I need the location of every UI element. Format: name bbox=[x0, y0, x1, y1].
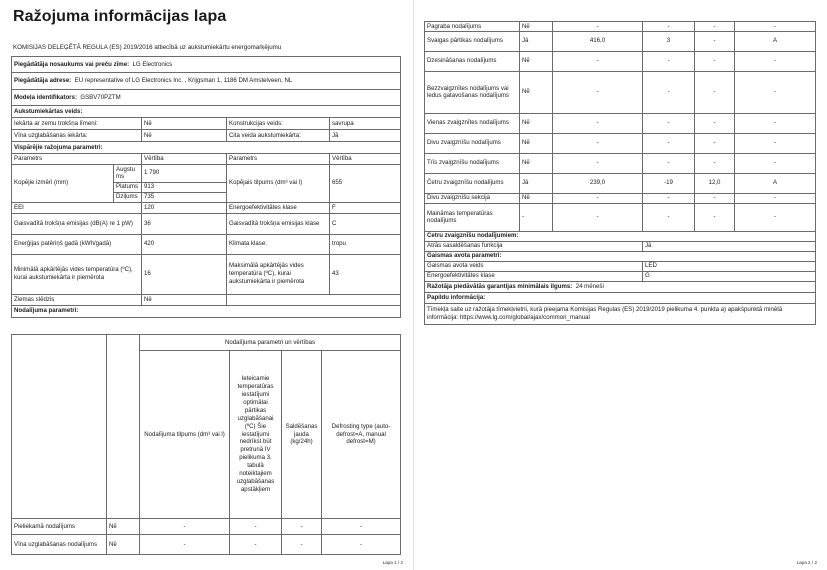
compartment-defrost: - bbox=[735, 203, 816, 231]
compartment-present: Nē bbox=[107, 535, 140, 555]
compartment-type: Vienas zvaigznītes nodalījums bbox=[425, 113, 520, 133]
compartment-present: Jā bbox=[520, 173, 553, 193]
compartment-temp: - bbox=[643, 51, 695, 71]
compartment-temp: 3 bbox=[643, 31, 695, 51]
table-row bbox=[425, 113, 816, 133]
compartment-present: Jā bbox=[520, 31, 553, 51]
compartment-present: - bbox=[520, 203, 553, 231]
min-temp-label: Minimālā apkārtējās vides temperatūra (ºC), kurai aukstumiekārta ir piemērota bbox=[12, 254, 142, 294]
additional-info-header: Papildu informācija: bbox=[425, 292, 816, 303]
col-value-2: Vērtība bbox=[330, 154, 401, 165]
compartment-defrost: - bbox=[735, 113, 816, 133]
supplier-name-label: Piegādātāja nosaukums vai preču zīme: bbox=[14, 60, 130, 68]
compartment-defrost: - bbox=[735, 153, 816, 173]
compartment-temp: - bbox=[230, 519, 282, 535]
compartment-type: Svaigas pārtikas nodalījums bbox=[425, 31, 520, 51]
construction-label: Konstrukcijas veids: bbox=[227, 118, 330, 130]
compartment-temp: - bbox=[643, 22, 695, 32]
light-class-label: Energoefektivitātes klase bbox=[425, 271, 643, 281]
table-row bbox=[425, 22, 816, 32]
compartment-present: Nē bbox=[520, 51, 553, 71]
compartment-type: Maināmas temperatūras nodalījums bbox=[425, 203, 520, 231]
compartment-freezing: - bbox=[695, 153, 735, 173]
compartment-temp: - bbox=[643, 113, 695, 133]
compartment-type: Divu zvaigznīšu nodalījums bbox=[425, 133, 520, 153]
compartment-type: Vīna uzglabāšanas nodalījums bbox=[12, 535, 107, 555]
volume-label: Kopējais tilpums (dm³ vai l) bbox=[227, 165, 330, 203]
volume-value: 655 bbox=[330, 165, 401, 203]
low-noise-value: Nē bbox=[142, 118, 227, 130]
fast-freeze-label: Ātrās sasaldēšanas funkcija bbox=[425, 241, 643, 251]
other-appliance-value: Jā bbox=[330, 130, 401, 142]
compartment-params-values-header: Nodalījuma parametri un vērtības bbox=[140, 335, 401, 351]
compartment-type: Pieliekamā nodalījums bbox=[12, 519, 107, 535]
eei-value: 120 bbox=[142, 202, 227, 213]
blank-cell bbox=[107, 335, 140, 519]
compartment-defrost: - bbox=[735, 193, 816, 203]
depth-label: Dziļums bbox=[114, 192, 142, 202]
height-label: Augstums bbox=[114, 165, 142, 183]
supplier-name-value: LG Electronics bbox=[132, 60, 173, 68]
table-row bbox=[425, 71, 816, 113]
col-defrost-type: Defrosting type (auto-defrost=A, manual defrost=M) bbox=[322, 351, 401, 519]
light-type-value: LED bbox=[643, 261, 816, 271]
model-label: Modeļa identifikators: bbox=[14, 93, 77, 101]
page-title: Ražojuma informācijas lapa bbox=[13, 8, 227, 25]
blank-cell bbox=[227, 294, 401, 305]
compartment-defrost: - bbox=[735, 51, 816, 71]
compartment-freezing: - bbox=[282, 535, 322, 555]
compartment-present: Nē bbox=[107, 519, 140, 535]
supplier-address-value: EU representative of LG Electronics Inc. , Krijgsman 1, 1186 DM Amstelveen, NL bbox=[74, 77, 293, 85]
supplier-name-row bbox=[12, 57, 401, 73]
model-value: GSBV70PZTM bbox=[80, 93, 121, 101]
page-footer-1: Lapa 1 / 2 bbox=[382, 560, 403, 565]
warranty-label: Ražotāja piedāvātās garantijas minimālais ilgums: bbox=[427, 282, 573, 290]
wine-appliance-value: Nē bbox=[142, 130, 227, 142]
blank-cell bbox=[12, 335, 107, 519]
compartment-defrost: A bbox=[735, 173, 816, 193]
warranty-value: 24 mēneši bbox=[575, 282, 604, 290]
model-row bbox=[12, 90, 401, 106]
table-row bbox=[12, 535, 401, 555]
table-row bbox=[425, 173, 816, 193]
compartment-volume: - bbox=[553, 203, 643, 231]
compartment-present: Nē bbox=[520, 133, 553, 153]
compartment-present: Nē bbox=[520, 71, 553, 113]
eei-label: EEI bbox=[12, 202, 142, 213]
col-value: Vērtība bbox=[142, 154, 227, 165]
compartment-temp: - bbox=[230, 535, 282, 555]
compartment-freezing: 12,0 bbox=[695, 173, 735, 193]
compartment-volume: - bbox=[553, 133, 643, 153]
compartment-type: Dzesināšanas nodalījums bbox=[425, 51, 520, 71]
compartment-defrost: - bbox=[322, 535, 401, 555]
compartment-table-page2 bbox=[424, 21, 816, 325]
col-temperature-settings: Ieteicamie temperatūras iestatījumi optimālai pārtikas uzglabāšanai (ºC) Šie iestatījumi nedrīkst būt pretrunā IV pielikuma 3. tabulā noteiktajiem uzglabāšanas apstākļiem bbox=[230, 351, 282, 519]
compartment-present: Nē bbox=[520, 113, 553, 133]
table-row bbox=[425, 203, 816, 231]
supplier-address-label: Piegādātāja adrese: bbox=[14, 77, 72, 85]
compartment-params-header: Nodalījuma parametri: bbox=[12, 305, 401, 317]
light-type-label: Gaismas avota veids bbox=[425, 261, 643, 271]
page-2 bbox=[414, 0, 827, 570]
compartment-defrost: - bbox=[735, 133, 816, 153]
compartment-freezing: - bbox=[282, 519, 322, 535]
dims-label: Kopējie izmēri (mm) bbox=[12, 165, 114, 203]
col-freezing-capacity: Saldēšanas jauda (kg/24h) bbox=[282, 351, 322, 519]
width-value: 913 bbox=[142, 182, 227, 192]
compartment-type: Trīs zvaigznīšu nodalījums bbox=[425, 153, 520, 173]
compartment-volume: - bbox=[553, 113, 643, 133]
compartment-freezing: - bbox=[695, 193, 735, 203]
max-temp-value: 43 bbox=[330, 254, 401, 294]
compartment-temp: - bbox=[643, 71, 695, 113]
compartment-table-page1 bbox=[11, 334, 401, 555]
energy-use-value: 420 bbox=[142, 234, 227, 254]
compartment-volume: - bbox=[553, 22, 643, 32]
depth-value: 735 bbox=[142, 192, 227, 202]
compartment-type: Divu zvaigznīšu sekcija bbox=[425, 193, 520, 203]
compartment-defrost: - bbox=[322, 519, 401, 535]
compartment-freezing: - bbox=[695, 113, 735, 133]
noise-class-value: C bbox=[330, 213, 401, 234]
additional-info-text: Tīmekļa saite uz ražotāja tīmekļvietni, kurā pieejama Komisijas Regulas (ES) 2019/2019 pielikuma 4. punkta a) apakšpunktā minētā informācija: https://www.lg.com/global/ajax/common_manual bbox=[425, 303, 816, 324]
compartment-temp: -19 bbox=[643, 173, 695, 193]
product-info-table bbox=[11, 56, 401, 318]
supplier-address-row bbox=[12, 73, 401, 90]
compartment-type: Bezzvaigznītes nodalījums vai ledus gatavošanas nodalījums bbox=[425, 71, 520, 113]
compartment-volume: - bbox=[553, 153, 643, 173]
table-row bbox=[425, 51, 816, 71]
appliance-type-header: Aukstumiekārtas veids: bbox=[12, 106, 401, 118]
noise-label: Gaisvadītā trokšņa emisijas (dB(A) re 1 pW) bbox=[12, 213, 142, 234]
warranty-row bbox=[425, 281, 816, 292]
winter-switch-label: Ziemas slēdzis bbox=[12, 294, 142, 305]
compartment-freezing: - bbox=[695, 133, 735, 153]
low-noise-label: Iekārta ar zemu trokšņa līmeni: bbox=[12, 118, 142, 130]
col-compartment-volume: Nodalījuma tilpums (dm³ vai l) bbox=[140, 351, 230, 519]
compartment-temp: - bbox=[643, 193, 695, 203]
table-row bbox=[12, 519, 401, 535]
table-row bbox=[425, 133, 816, 153]
compartment-temp: - bbox=[643, 203, 695, 231]
wine-appliance-label: Vīna uzglabāšanas iekārta: bbox=[12, 130, 142, 142]
winter-switch-value: Nē bbox=[142, 294, 227, 305]
min-temp-value: 16 bbox=[142, 254, 227, 294]
compartment-defrost: - bbox=[735, 71, 816, 113]
compartment-volume: 239,0 bbox=[553, 173, 643, 193]
compartment-defrost: - bbox=[735, 22, 816, 32]
width-label: Platums bbox=[114, 182, 142, 192]
compartment-defrost: A bbox=[735, 31, 816, 51]
compartment-temp: - bbox=[643, 133, 695, 153]
compartment-volume: - bbox=[553, 193, 643, 203]
compartment-freezing: - bbox=[695, 22, 735, 32]
compartment-freezing: - bbox=[695, 51, 735, 71]
construction-value: savrupa bbox=[330, 118, 401, 130]
noise-value: 36 bbox=[142, 213, 227, 234]
compartment-volume: - bbox=[553, 71, 643, 113]
compartment-freezing: - bbox=[695, 203, 735, 231]
compartment-temp: - bbox=[643, 153, 695, 173]
compartment-present: Nē bbox=[520, 193, 553, 203]
compartment-type: Pagraba nodalījums bbox=[425, 22, 520, 32]
energy-class-value: F bbox=[330, 202, 401, 213]
light-source-header: Gaismas avota parametri: bbox=[425, 251, 816, 261]
col-parameters: Parametrs bbox=[12, 154, 142, 165]
general-params-header: Vispārējie ražojuma parametri: bbox=[12, 142, 401, 154]
noise-class-label: Gaisvadītā trokšņa emisijas klase bbox=[227, 213, 330, 234]
regulation-subtitle: KOMISIJAS DELEĢĒTĀ REGULA (ES) 2019/2016 attiecībā uz aukstumiekārtu energomarķējumu bbox=[13, 44, 282, 51]
four-star-header: Četru zvaigznīšu nodalījumiem: bbox=[425, 231, 816, 241]
compartment-volume: - bbox=[553, 51, 643, 71]
energy-use-label: Enerģijas patēriņš gadā (kWh/gadā) bbox=[12, 234, 142, 254]
table-row bbox=[425, 153, 816, 173]
compartment-type: Četru zvaigznīšu nodalījums bbox=[425, 173, 520, 193]
compartment-volume: - bbox=[140, 535, 230, 555]
compartment-volume: - bbox=[140, 519, 230, 535]
max-temp-label: Maksimālā apkārtējās vides temperatūra (ºC), kurai aukstumiekārta ir piemērota bbox=[227, 254, 330, 294]
climate-label: Klimata klase: bbox=[227, 234, 330, 254]
col-parameters-2: Parametrs bbox=[227, 154, 330, 165]
climate-value: tropu bbox=[330, 234, 401, 254]
light-class-value: G bbox=[643, 271, 816, 281]
compartment-freezing: - bbox=[695, 31, 735, 51]
compartment-present: Nē bbox=[520, 22, 553, 32]
page-footer-2: Lapa 2 / 2 bbox=[796, 560, 817, 565]
height-value: 1 790 bbox=[142, 165, 227, 183]
energy-class-label: Energoefektivitātes klase bbox=[227, 202, 330, 213]
compartment-volume: 416,0 bbox=[553, 31, 643, 51]
table-row bbox=[425, 31, 816, 51]
compartment-present: Nē bbox=[520, 153, 553, 173]
fast-freeze-value: Jā bbox=[643, 241, 816, 251]
table-row bbox=[425, 193, 816, 203]
other-appliance-label: Cita veida aukstumiekārta: bbox=[227, 130, 330, 142]
compartment-freezing: - bbox=[695, 71, 735, 113]
